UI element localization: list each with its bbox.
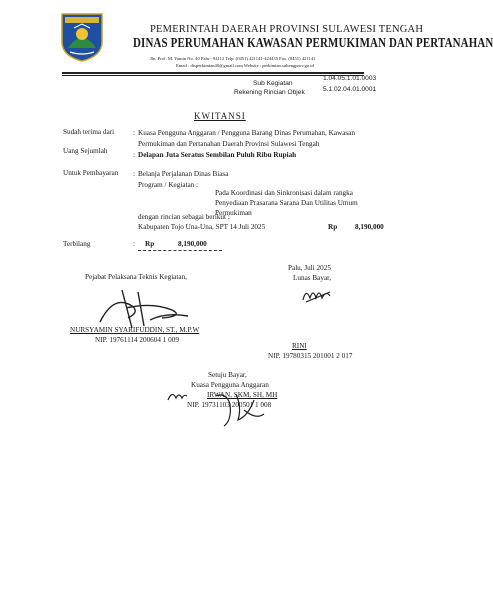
sejumlah-label: Uang Sejumlah [63,147,108,155]
center-approval-title: Setuju Bayar, [208,371,247,379]
center-signer-title: Kuasa Pengguna Anggaran [191,381,269,389]
diterima-label: Sudah terima dari [63,128,115,136]
province-emblem-logo [60,12,104,62]
right-place-date: Palu, Juli 2025 [288,264,331,272]
header-address: Jln. Prof. M. Yamin No. 40 Palu - 94112 Telp. (0451) 421141-424435 Fax. (0451) 421141 [150,56,316,61]
sejumlah-colon: : [133,151,135,159]
belanja-text: Belanja Perjalanan Dinas Biasa [138,170,229,178]
pembayaran-label: Untuk Pembayaran [63,169,119,177]
program-line-1: Pada Koordinasi dan Sinkronisasi dalam rangka [215,189,353,197]
program-line-3: Permukiman [215,209,252,217]
left-signer-title: Pejabat Pelaksana Teknis Kegiatan, [85,273,187,281]
rekening-value: 5.1.02.04.01.0001 [323,86,377,93]
diterima-line-2: Permukiman dan Pertanahan Daerah Provinsi Sulawesi Tengah [138,140,320,148]
header-government-name: PEMERINTAH DAERAH PROVINSI SULAWESI TENGAH [150,24,424,35]
terbilang-rp: Rp [145,240,155,248]
right-signature-image [300,284,334,306]
rincian-text: dengan rincian sebagai berikut : [138,213,230,221]
pembayaran-colon: : [133,170,135,178]
header-rule-thick [62,72,364,74]
header-rule-thin [62,75,364,76]
terbilang-underline [138,250,222,251]
header-agency-name: DINAS PERUMAHAN KAWASAN PERMUKIMAN DAN PERTANAHAN [133,36,493,51]
left-signer-name: NURSYAMIN SYARIFUDDIN, ST., M.P.W [70,326,200,334]
right-signer-nip: NIP. 19780315 201001 2 017 [268,352,353,360]
document-title: KWITANSI [194,111,246,121]
rekening-label: Rekening Rincian Objek [234,89,305,96]
header-contact: Email : disperkimtan40@gmail.com Website : perkimtan.sultengprov.go.id [176,63,314,68]
sejumlah-value: Delapan Juta Seratus Sembilan Puluh Ribu Rupiah [138,151,297,159]
program-label: Program / Kegiatan : [138,181,199,189]
diterima-line-1: Kuasa Pengguna Anggaran / Pengguna Barang Dinas Perumahan, Kawasan [138,129,355,137]
center-signer-name: IRWAN, SKM, SH, MH [207,391,278,399]
right-signer-name: RINI [292,342,307,350]
diterima-colon: : [133,129,135,137]
sub-kegiatan-label: Sub Kegiatan [253,80,293,87]
left-signer-nip: NIP. 19761114 200604 1 009 [95,336,179,344]
program-line-2: Penyediaan Prasarana Sarana Dan Utilitas Umum [215,199,358,207]
center-signer-nip: NIP. 19731103 200501 1 008 [187,401,272,409]
spt-amount: 8,190,000 [355,223,384,231]
spt-rp: Rp [328,223,338,231]
spt-text: Kabupaten Tojo Una-Una, SPT 14 Juli 2025 [138,223,266,231]
center-paraf-mark [166,388,188,402]
right-signer-title: Lunas Bayar, [293,274,332,282]
sub-kegiatan-value: 1.04.05.1.01.0003 [323,75,377,82]
terbilang-colon: : [133,240,135,248]
terbilang-amount: 8,190,000 [178,240,207,248]
terbilang-label: Terbilang [63,240,91,248]
